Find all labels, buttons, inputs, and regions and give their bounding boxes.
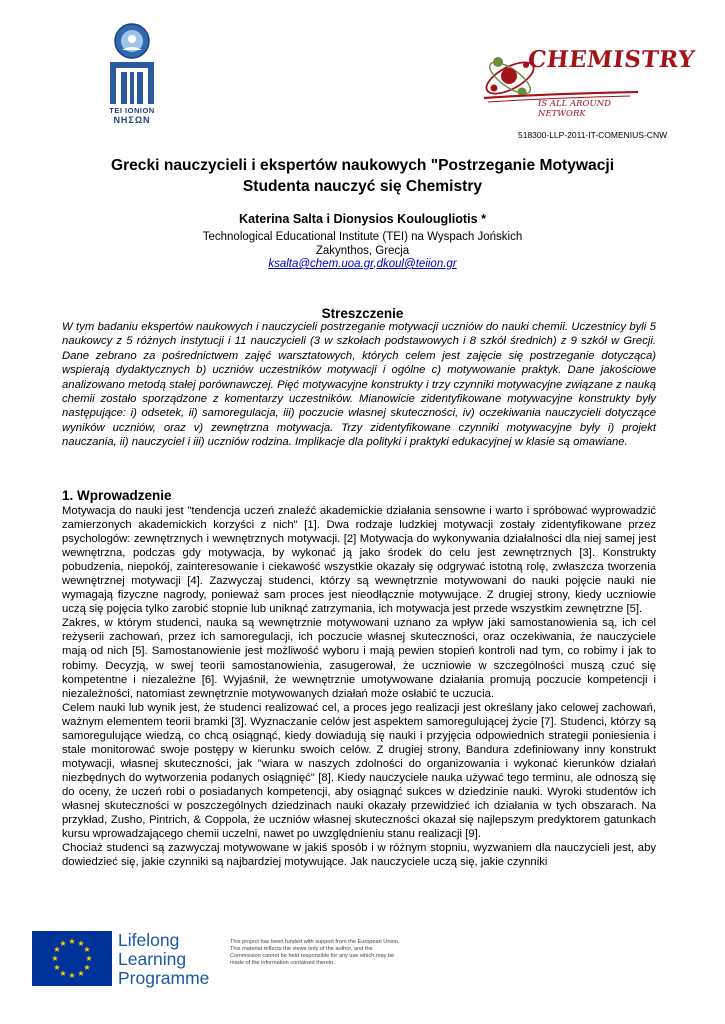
email-link-1[interactable]: ksalta@chem.uoa.gr (268, 258, 374, 270)
llp-line1: Lifelong (118, 930, 180, 950)
svg-text:★: ★ (77, 969, 85, 978)
svg-text:★: ★ (77, 939, 85, 948)
section-heading: 1. Wprowadzenie (62, 488, 172, 503)
svg-text:★: ★ (68, 937, 76, 946)
chemistry-logo-tagline: IS ALL AROUND NETWORK (538, 99, 611, 119)
tei-emblem-icon (103, 22, 161, 106)
paragraph: Zakres, w którym studenci, nauka są wewnętrznie motywowani uznano za wpływ jaki samostanowienia są, ich cel reżyserii zachowań, przez ich samoregulacji, ich poczucie własnej skuteczności, oraz oczekiwania, że nauczyciele mają od nich [5]. Samostanowienie jest możliwość wyboru i mają pewien stopień kontroli nad tym, co robimy i jak to robimy. Decyzją, w swej teorii samostanowienia, zasugerował, że uczniowie w szczególności muszą czuć się kompetentne i niezależne [6]. Wyjaśnił, że wewnętrznie umotywowane działania promują poczucie kompetencji i niezależności, natomiast zewnętrznie motywowanych działań może osłabić te uczucia. (62, 617, 656, 700)
email-link-2[interactable]: dkoul@teiion.gr (376, 258, 457, 270)
tei-logo-line1: TEI IONION (109, 106, 155, 115)
paragraph: Celem nauki lub wynik jest, że studenci realizować cel, a proces jego realizacji jest określany jako celowej zachowań, ważnym elementem teorii bramki [3]. Wyznaczanie celów jest aspektem samoregulującej życie [7]. Studenci, którzy są samoregulujące wiedzą, co chcą osiągnąć, kiedy dowiadują się nauki i przyjęcia odpowiednich strategii poniesienia i stale monitorować swoje postępy w kierunku swoich celów. Z drugiej strony, Bandura zdefiniowany inny konstrukt motywacji, własnej skuteczności, jak "wiara w naszych zdolności do organizowania i wykonać kierunków działań niezbędnych do wytworzenia podanych osiągnięć" [8]. Kiedy nauczyciele nauka używać tego terminu, ale odnoszą się do oceny, że uczeń robi o posiadanych kompetencji, aby osiągnąć sukces w dziedzinie nauki. Wyroki studentów ich własnej skuteczności w poszczególnych dziedzinach nauki okazały przewidzieć ich działania w tych obszarach. Na przykład, Zusho, Pintrich, & Coppola, że uczniów własnej skuteczności okazał się najlepszym predyktorem gatunkach kursu wprowadzającego chemii uczelni, nawet po uwzględnieniu stanu realizacji [9]. (62, 701, 656, 841)
svg-text:★: ★ (59, 969, 67, 978)
paper-title-line1: Grecki nauczycieli i ekspertów naukowych "Postrzeganie Motywacji (110, 157, 615, 174)
affiliation-line1: Technological Educational Institute (TEI) na Wyspach Jońskich (202, 231, 523, 243)
email-separator: , (373, 258, 377, 270)
section-body (62, 504, 656, 869)
tei-logo-line2: ΝΗΣΩΝ (113, 115, 151, 125)
tei-logo (103, 22, 161, 124)
paper-authors: Katerina Salta i Dionysios Koulougliotis * (238, 212, 487, 226)
abstract-text: W tym badaniu ekspertów naukowych i nauczycieli postrzeganie motywacji uczniów do nauki chemii. Uczestnicy byli 5 naukowcy z 5 różnych instytucji i 11 nauczycieli (3 w szkołach podstawowych i 8 szkół średnich) z 9 szkół w Grecji. Dane zebrano za pośrednictwem zajęć warsztatowych, których celem jest zajęcie się postrzeganie dotycząca) wspierają dydaktycznych b) uczniów uczestników motywacji i ogólne c) motywowanie praktyk. Dane jakościowe analizowano metodą stałej porównawczej. Pięć motywacyjne konstrukty i trzy czynniki motywacyjne związane z nauką chemii zostało sporządzone z komentarzy uczestników. Mianowicie zidentyfikowane motywacyjne konstrukty były następujące: i) odsetek, ii) samoregulacja, iii) poczucie własnej skuteczności, iv) oczekiwania nauczycieli dotyczące wyników uczniów, oraz v) zewnętrzna motywacja. Trzy zidentyfikowane czynniki motywacyjne były i) projekt nauczania, ii) nauczyciel i iii) uczniów rodzina. Implikacje dla polityki i praktyki edukacyjnej w klasie są omawiane. (62, 321, 656, 449)
paragraph: Chociaż studenci są zazwyczaj motywowane w jakiś sposób i w różnym stopniu, wyzwaniem dla nauczycieli jest, aby dowiedzieć się, jakie czynniki są najbardziej motywujące. Jak nauczyciele uczą się, jakie czynniki (62, 842, 656, 869)
eu-disclaimer: This project has been funded with support from the European Union. This material reflects the views only of the author, and the Commission cannot be held responsible for any use which may be made of the information contained therein. (230, 939, 400, 966)
author-emails (40, 258, 685, 270)
abstract-heading: Streszczenie (321, 306, 404, 321)
svg-text:★: ★ (83, 963, 91, 972)
svg-text:★: ★ (59, 939, 67, 948)
eu-flag-icon (32, 931, 112, 986)
project-code: 518300-LLP-2011-IT-COMENIUS-CNW (518, 130, 668, 140)
svg-text:★: ★ (68, 971, 76, 980)
affiliation (40, 230, 685, 258)
llp-line3: Programme (118, 968, 210, 988)
paper-title (40, 155, 685, 197)
llp-line2: Learning (118, 949, 187, 969)
chemistry-logo-word: CHEMISTRY (526, 46, 697, 73)
paper-title-line2: Studenta nauczyć się Chemistry (242, 178, 483, 195)
chemistry-network-logo (480, 40, 697, 125)
svg-text:★: ★ (53, 963, 61, 972)
svg-text:★: ★ (51, 954, 59, 963)
llp-wordmark (118, 931, 209, 988)
svg-text:★: ★ (85, 954, 93, 963)
svg-text:★: ★ (83, 945, 91, 954)
svg-text:★: ★ (53, 945, 61, 954)
paragraph: Motywacja do nauki jest "tendencja uczeń znaleźć akademickie działania sensowne i warto i spróbować wyprowadzić zamierzonych akademickich korzyści z nich" [1]. Dwa rodzaje ludzkiej motywacji zostały zidentyfikowane przez psychologów: zewnętrznych i wewnętrznych motywacji. [2] Motywacja do wykonywania działalności dla niej samej jest wewnętrzna, podczas gdy motywacja, by wykonać ją jako środek do celu jest zewnętrznych [3]. Konstrukty pobudzenia, niepokój, zainteresowanie i ciekawość wszystkie okazały się odgrywać istotną rolę, zwłaszcza tworzenia wewnętrznej motywacji [4]. Zazwyczaj studenci, którzy są wewnętrznie motywowani do nauki pojęcie nauki nie wymagają fizyczne nagrody, ponieważ sam proces jest nieodłącznie motywujące. Z drugiej strony, kiedy uczniowie uczą się pojęcia tylko zarobić stopnie lub uniknąć zatrzymania, ich motywacja jest przede wszystkim zewnętrzne [5]. (62, 505, 656, 616)
affiliation-line2: Zakynthos, Grecja (315, 245, 410, 257)
